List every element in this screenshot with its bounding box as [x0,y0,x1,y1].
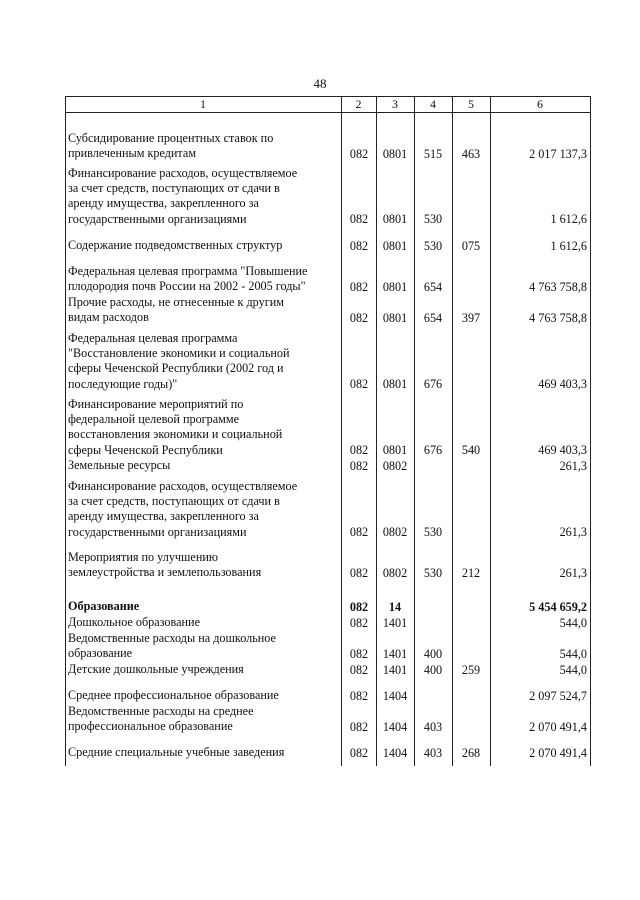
row-amount: 469 403,3 [538,442,587,457]
row-name: Прочие расходы, не отнесенные к другим видам расходов [68,295,284,325]
row-code-section: 1404 [382,688,408,703]
row-amount: 2 070 491,4 [529,745,587,760]
table-row [65,550,591,581]
table-row [65,704,591,735]
row-code-type: 259 [461,662,481,677]
row-code-type: 268 [461,745,481,760]
header-bottom-rule [65,112,591,113]
header-col-1: 1 [200,97,206,111]
row-code-ministry: 082 [349,719,369,734]
row-code-article: 530 [423,565,443,580]
row-code-ministry: 082 [349,599,369,614]
row-name: Детские дошкольные учреждения [68,662,244,676]
row-code-section: 1401 [382,615,408,630]
table-row [65,688,591,704]
row-code-type: 075 [461,238,481,253]
row-name: Содержание подведомственных структур [68,238,283,252]
row-code-section: 0802 [382,458,408,473]
row-code-section: 0801 [382,279,408,294]
row-code-ministry: 082 [349,615,369,630]
table-row [65,295,591,326]
row-name: Финансирование расходов, осуществляемое за счет средств, поступающих от сдачи в аренду имущества, закрепленного за государственными организациями [68,479,298,539]
row-code-section: 1401 [382,646,408,661]
row-code-article: 515 [423,146,443,161]
row-code-section: 0801 [382,442,408,457]
row-amount: 544,0 [559,662,587,677]
row-code-type: 540 [461,442,481,457]
row-name: Финансирование мероприятий по федеральной целевой программе восстановления экономики и социальной сферы Чеченской Республики [68,397,283,457]
table-row [65,166,591,227]
row-code-article: 530 [423,211,443,226]
row-code-section: 1404 [382,745,408,760]
row-code-section: 1404 [382,719,408,734]
table-row [65,662,591,678]
row-amount: 4 763 758,8 [529,310,587,325]
row-code-ministry: 082 [349,310,369,325]
table-row [65,615,591,631]
row-code-ministry: 082 [349,524,369,539]
row-code-ministry: 082 [349,688,369,703]
row-code-ministry: 082 [349,376,369,391]
table-row [65,131,591,162]
row-code-type: 212 [461,565,481,580]
row-amount: 469 403,3 [538,376,587,391]
table-row [65,264,591,295]
row-code-ministry: 082 [349,745,369,760]
header-col-6: 6 [537,97,543,111]
header-col-5: 5 [468,97,474,111]
row-code-ministry: 082 [349,238,369,253]
row-amount: 1 612,6 [550,211,587,226]
row-code-section: 0802 [382,565,408,580]
row-code-ministry: 082 [349,458,369,473]
row-amount: 261,3 [559,524,587,539]
header-col-3: 3 [392,97,398,111]
header-col-2: 2 [355,97,362,111]
row-code-article: 654 [423,310,443,325]
row-name: Финансирование расходов, осуществляемое за счет средств, поступающих от сдачи в аренду имущества, закрепленного за государственными организациями [68,166,298,226]
row-code-section: 0801 [382,211,408,226]
row-amount: 544,0 [559,646,587,661]
table-row [65,745,591,761]
row-name: Земельные ресурсы [68,458,171,472]
row-name: Федеральная целевая программа "Повышение плодородия почв России на 2002 - 2005 годы" [68,264,308,294]
row-code-section: 1401 [382,662,408,677]
table-row [65,458,591,474]
table-row [65,599,591,615]
row-code-section: 0801 [382,376,408,391]
row-amount: 2 070 491,4 [529,719,587,734]
row-code-section: 0802 [382,524,408,539]
row-code-ministry: 082 [349,646,369,661]
table-row [65,238,591,254]
table-row [65,631,591,662]
row-code-article: 530 [423,238,443,253]
row-code-ministry: 082 [349,211,369,226]
row-code-ministry: 082 [349,146,369,161]
row-code-section: 14 [388,599,402,614]
row-name: Федеральная целевая программа "Восстановление экономики и социальной сферы Чеченской Республики (2002 год и последующие годы)" [68,331,290,391]
row-name: Ведомственные расходы на дошкольное образование [68,631,276,661]
row-amount: 261,3 [559,458,587,473]
row-code-article: 403 [423,745,443,760]
table-row [65,331,591,392]
row-code-type: 397 [461,310,481,325]
row-name: Образование [68,599,140,613]
row-name: Средние специальные учебные заведения [68,745,285,759]
row-code-ministry: 082 [349,662,369,677]
row-code-article: 400 [423,646,443,661]
row-code-article: 403 [423,719,443,734]
row-amount: 2 017 137,3 [529,146,587,161]
row-code-section: 0801 [382,238,408,253]
row-code-ministry: 082 [349,279,369,294]
row-name: Дошкольное образование [68,615,200,629]
row-amount: 261,3 [559,565,587,580]
row-code-type: 463 [461,146,481,161]
row-code-article: 530 [423,524,443,539]
row-code-article: 400 [423,662,443,677]
table-row [65,397,591,458]
row-name: Ведомственные расходы на среднее профессиональное образование [68,704,254,734]
row-code-section: 0801 [382,146,408,161]
row-amount: 544,0 [559,615,587,630]
row-code-article: 676 [423,442,443,457]
row-amount: 4 763 758,8 [529,279,587,294]
row-code-article: 654 [423,279,443,294]
row-code-section: 0801 [382,310,408,325]
row-code-ministry: 082 [349,565,369,580]
table-row [65,479,591,540]
row-amount: 1 612,6 [550,238,587,253]
budget-table [65,96,591,766]
row-code-article: 676 [423,376,443,391]
row-amount: 5 454 659,2 [529,599,587,614]
row-amount: 2 097 524,7 [529,688,587,703]
header-col-4: 4 [430,97,436,111]
row-name: Субсидирование процентных ставок по привлеченным кредитам [68,131,274,161]
row-name: Мероприятия по улучшению землеустройства и землепользования [68,550,262,580]
row-name: Среднее профессиональное образование [68,688,279,702]
row-code-ministry: 082 [349,442,369,457]
page-number: 48 [313,76,327,91]
